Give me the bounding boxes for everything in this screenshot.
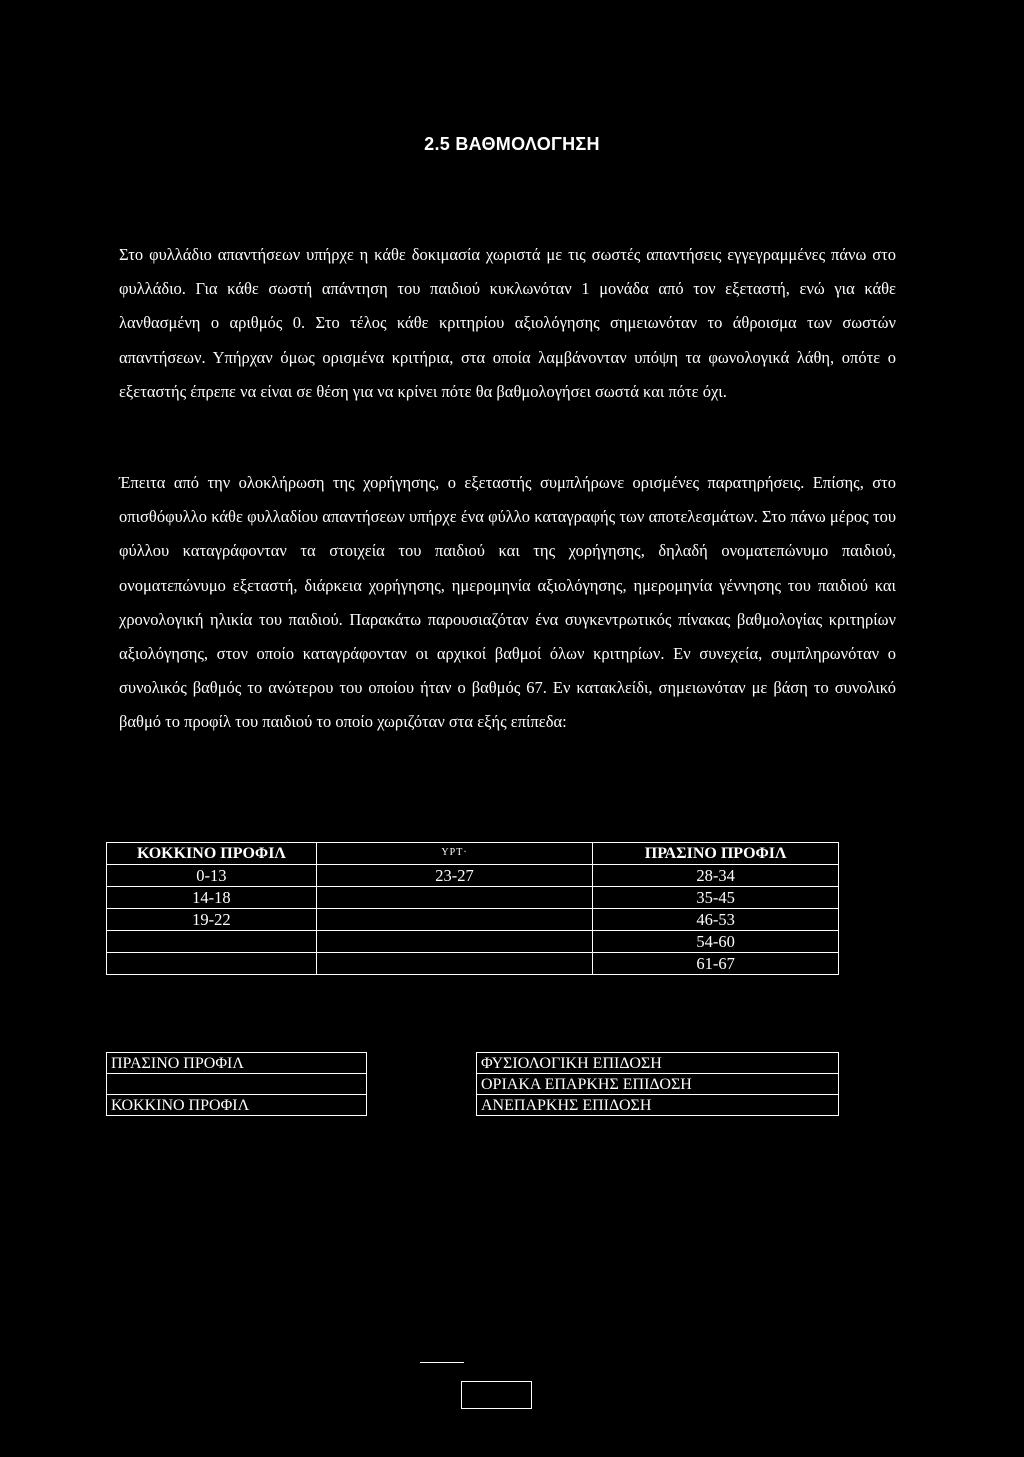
table-cell: 54-60 — [593, 931, 839, 953]
header-green-profile: ΠΡΑΣΙΝΟ ΠΡΟΦΙΛ — [593, 843, 839, 865]
table-cell — [316, 909, 592, 931]
table-row — [107, 931, 839, 953]
legend-profile-cell: ΚΟΚΚΙΝΟ ΠΡΟΦΙΛ — [107, 1095, 367, 1116]
table-cell — [107, 931, 317, 953]
table-cell: 35-45 — [593, 887, 839, 909]
legend-gap — [367, 1074, 477, 1095]
table-row — [107, 887, 839, 909]
table-cell — [316, 887, 592, 909]
legend-performance-cell: ΦΥΣΙΟΛΟΓΙΚΗ ΕΠΙΔΟΣΗ — [477, 1053, 839, 1074]
paragraph-results-record: Έπειτα από την ολοκλήρωση της χορήγησης, ο εξεταστής συμπλήρωνε ορισμένες παρατηρήσεις. Επίσης, στο οπισθόφυλλο κάθε φυλλαδίου απαντήσεων υπήρχε ένα φύλλο καταγραφής των αποτελεσμάτων. Στο πάνω μέρος του φύλλου καταγράφονταν τα στοιχεία του παιδιού και της χορήγησης, δηλαδή ονοματεπώνυμο παιδιού, ονοματεπώνυμο εξεταστή, διάρκεια χορήγησης, ημερομηνία αξιολόγησης, ημερομηνία γέννησης του παιδιού και χρονολογική ηλικία του παιδιού. Παρακάτω παρουσιαζόταν ένα συγκεντρωτικός πίνακας βαθμολογίας κριτηρίων αξιολόγησης, στον οποίο καταγράφονταν οι αρχικοί βαθμοί όλων κριτηρίων. Εν συνεχεία, συμπληρωνόταν ο συνολικός βαθμός το ανώτερου του οποίου ήταν ο βαθμός 67. Εν κατακλείδι, σημειωνόταν με βάση το συνολικό βαθμό το προφίλ του παιδιού το οποίο χωριζόταν στα εξής επίπεδα: — [119, 473, 896, 732]
score-profile-table — [106, 842, 839, 975]
section-title: 2.5 ΒΑΘΜΟΛΟΓΗΣΗ — [424, 134, 600, 154]
table-row — [107, 953, 839, 975]
profile-legend-table — [106, 1052, 839, 1116]
legend-performance-cell: ΟΡΙΑΚΑ ΕΠΑΡΚΗΣ ΕΠΙΔΟΣΗ — [477, 1074, 839, 1095]
table-cell: 19-22 — [107, 909, 317, 931]
table-cell: 14-18 — [107, 887, 317, 909]
table-cell: 61-67 — [593, 953, 839, 975]
table-cell — [107, 953, 317, 975]
legend-performance-cell: ΑΝΕΠΑΡΚΗΣ ΕΠΙΔΟΣΗ — [477, 1095, 839, 1116]
table-row — [107, 909, 839, 931]
header-red-profile: ΚΟΚΚΙΝΟ ΠΡΟΦΙΛ — [107, 843, 317, 865]
header-yellow-profile: ΥΡΤ· — [316, 843, 592, 865]
legend-profile-cell — [107, 1074, 367, 1095]
table-cell: 28-34 — [593, 865, 839, 887]
footer-rule — [420, 1362, 464, 1363]
page-number-box — [461, 1381, 532, 1409]
table-cell — [316, 953, 592, 975]
table-cell: 0-13 — [107, 865, 317, 887]
table-cell: 46-53 — [593, 909, 839, 931]
table-cell: 23-27 — [316, 865, 592, 887]
legend-row — [107, 1074, 839, 1095]
paragraph-scoring-sheet: Στο φυλλάδιο απαντήσεων υπήρχε η κάθε δοκιμασία χωριστά με τις σωστές απαντήσεις εγγεγραμμένες πάνω στο φυλλάδιο. Για κάθε σωστή απάντηση του παιδιού κυκλωνόταν 1 μονάδα από τον εξεταστή, ενώ για κάθε λανθασμένη ο αριθμός 0. Στο τέλος κάθε κριτηρίου αξιολόγησης σημειωνόταν το άθροισμα των σωστών απαντήσεων. Υπήρχαν όμως ορισμένα κριτήρια, στα οποία λαμβάνονταν υπόψη τα φωνολογικά λάθη, οπότε ο εξεταστής έπρεπε να είναι σε θέση για να κρίνει πότε θα βαθμολογήσει σωστά και πότε όχι. — [119, 245, 896, 401]
legend-row — [107, 1095, 839, 1116]
legend-gap — [367, 1095, 477, 1116]
table-header-row — [107, 843, 839, 865]
legend-profile-cell: ΠΡΑΣΙΝΟ ΠΡΟΦΙΛ — [107, 1053, 367, 1074]
legend-row — [107, 1053, 839, 1074]
table-row — [107, 865, 839, 887]
legend-gap — [367, 1053, 477, 1074]
table-cell — [316, 931, 592, 953]
